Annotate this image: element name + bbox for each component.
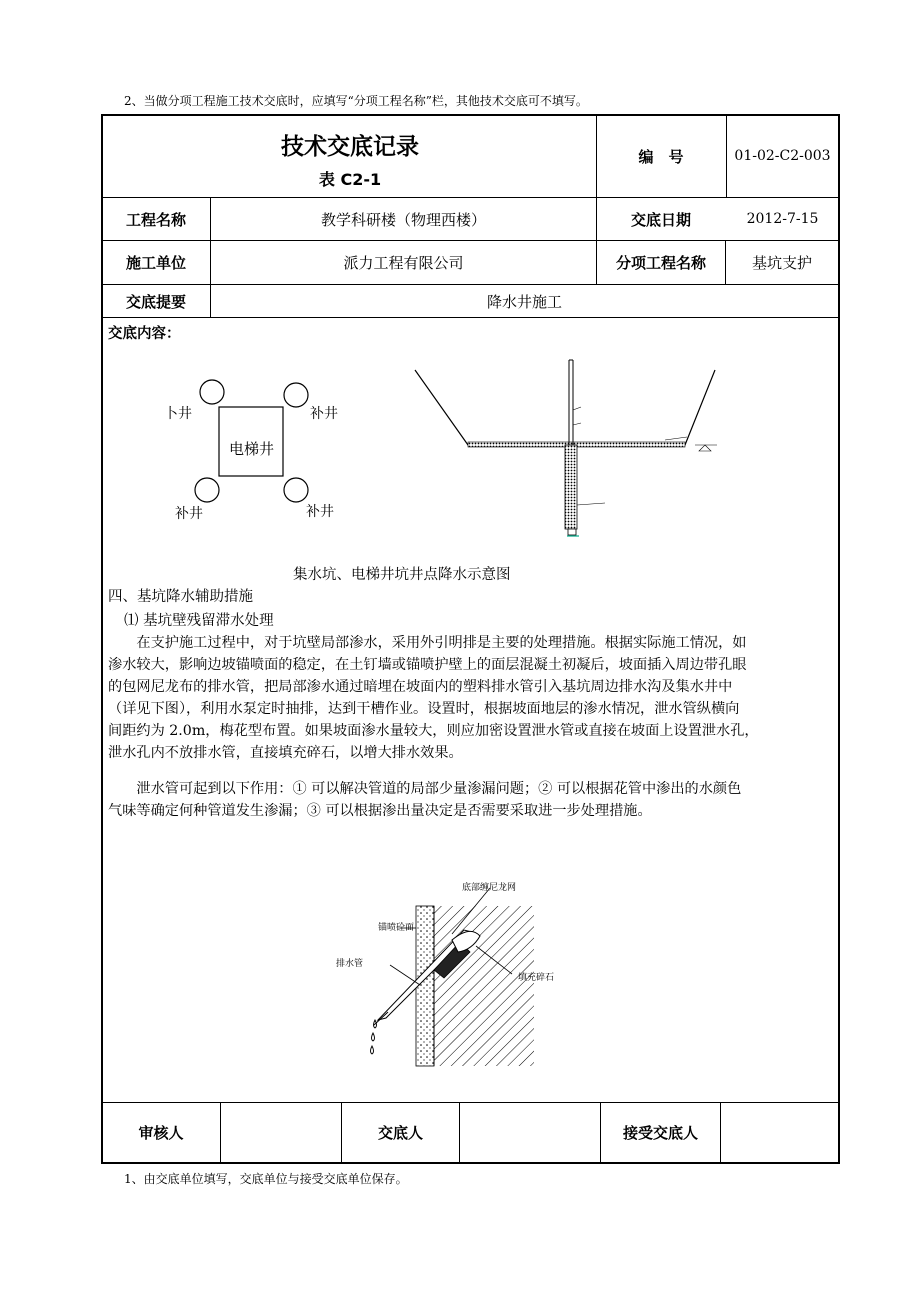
well-label-bottom-right: 补井 — [306, 504, 334, 520]
label-gravel: 填充碎石 — [518, 973, 555, 983]
diagram1-caption: 集水坑、电梯井坑井点降水示意图 — [293, 567, 511, 583]
top-note: 2、当做分项工程施工技术交底时，应填写“分项工程名称”栏，其他技术交底可不填写。 — [124, 94, 588, 108]
well-label-bottom-left: 补井 — [175, 506, 203, 522]
discloser-label: 交底人 — [377, 1124, 423, 1142]
date-value: 2012-7-15 — [746, 211, 819, 227]
project-name-value: 教学科研楼（物理西楼） — [320, 210, 486, 229]
elevator-pit-label: 电梯井 — [229, 440, 275, 458]
number-label: 编 号 — [638, 147, 684, 166]
unit-label: 施工单位 — [125, 254, 186, 272]
reviewer-signature[interactable] — [221, 1103, 341, 1162]
label-drain-pipe: 排水管 — [336, 959, 364, 969]
discloser-signature[interactable] — [460, 1103, 600, 1162]
reviewer-label: 审核人 — [138, 1124, 184, 1142]
label-shotcrete: 锚喷砼面 — [378, 923, 415, 933]
bottom-note: 1、由交底单位填写，交底单位与接受交底单位保存。 — [124, 1172, 408, 1186]
summary-value: 降水井施工 — [486, 292, 562, 311]
well-label-top-right: 补井 — [310, 406, 338, 422]
section-title: 四、基坑降水辅助措施 — [108, 589, 253, 605]
well-label-top-left: 卜井 — [164, 406, 192, 422]
well-circle-bottom-right — [284, 478, 308, 502]
record-title: 技术交底记录 — [281, 133, 419, 160]
content-label: 交底内容： — [108, 326, 181, 342]
paragraph-1: 在支护施工过程中，对于坑壁局部渗水，采用外引明排是主要的处理措施。根据实际施工情况，如 渗水较大，影响边坡锚喷面的稳定，在土钉墙或锚喷护壁上的面层混凝土初凝后，坡面插入周边带孔眼 的包网尼龙布的排水管，把局部渗水通过暗埋在坡面内的塑料排水管引入基坑周边排水沟及集水井中 （详见下图），利用水泵定时抽排，达到干槽作业。设置时，根据坡面地层的渗水情况，泄水管纵横向 间距约为 2.0m，梅花型布置。如果坡面渗水量较大，则应加密设置泄水管或直接在坡面上设置泄水孔， 泄水孔内不放排水管，直接填充碎石，以增大排水效果。 — [108, 635, 759, 761]
paragraph-2: 泄水管可起到以下作用：① 可以解决管道的局部少量渗漏问题；② 可以根据花管中渗出的水颜色 气味等确定何种管道发生渗漏；③ 可以根据渗出量决定是否需要采取进一步处理措施。 — [108, 781, 742, 819]
receiver-label: 接受交底人 — [622, 1124, 698, 1142]
date-label: 交底日期 — [630, 210, 691, 229]
summary-label: 交底提要 — [125, 292, 186, 311]
number-value: 01-02-C2-003 — [734, 148, 831, 164]
label-nylon-net: 底部缠尼龙网 — [462, 883, 517, 893]
subsection-title: ⑴ 基坑壁残留滞水处理 — [124, 613, 274, 629]
receiver-signature[interactable] — [721, 1103, 838, 1162]
well-circle-bottom-left — [195, 478, 219, 502]
well-circle-top-left — [200, 380, 224, 404]
well-circle-top-right — [284, 383, 308, 407]
project-name-label: 工程名称 — [125, 210, 186, 229]
unit-value: 派力工程有限公司 — [343, 254, 464, 272]
subitem-label: 分项工程名称 — [615, 254, 706, 272]
subitem-value: 基坑支护 — [751, 254, 812, 272]
form-number: 表 C2-1 — [318, 169, 382, 189]
